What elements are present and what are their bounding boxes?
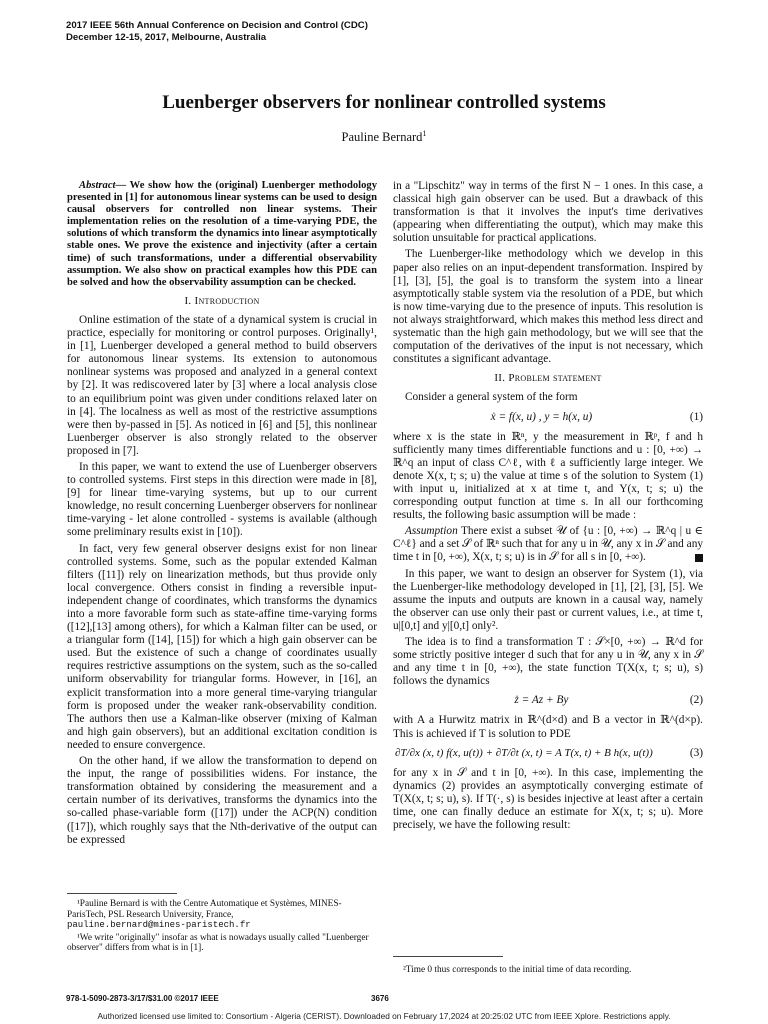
abstract-label: Abstract [79, 180, 116, 191]
footer-license-notice: Authorized licensed use limited to: Consortium - Algeria (CERIST). Downloaded on February 17,2024 at 20:25:02 UTC from IEEE Xplore. Restrictions apply. [97, 1011, 671, 1021]
footnote-rule [67, 893, 177, 894]
right-paragraph-4: where x is the state in ℝⁿ, y the measurement in ℝᵖ, f and h sufficiently many times differentiable functions and u : [0, +∞) → ℝ^q an input of class C^ℓ, with ℓ a sufficiently large integer. We denote X(x, t; s; u) the value at time s of the solution to System (1) with input u, initialized at x at time t, and Y(x, t; s; u) the corresponding output function at time s. In all our forthcoming results, the following basic assumption will be made : [393, 430, 703, 522]
paper-author [0, 130, 768, 145]
intro-paragraph-2: In this paper, we want to extend the use of Luenberger observers to controlled systems. First steps in this direction were made in [8], [9] for linear time-varying systems, but up to our current knowledge, no result concerning Luenberger observers for nonlinear time-varying - let alone controlled - systems is available (although some preliminary results exist in [10]). [67, 460, 377, 539]
equation-1 [393, 411, 703, 424]
conference-name: 2017 IEEE 56th Annual Conference on Decision and Control (CDC) [66, 20, 368, 31]
equation-1-number: (1) [689, 410, 703, 423]
author-email-link[interactable]: pauline.bernard@mines-paristech.fr [67, 920, 251, 931]
left-footnotes [67, 893, 377, 956]
footnote-originally: ¹We write "originally" insofar as what is nowadays usually called "Luenberger observer" differs from what is in [1]. [67, 932, 369, 954]
right-column [393, 180, 703, 835]
left-column [67, 180, 377, 850]
assumption-label: Assumption [405, 525, 458, 538]
equation-2-number: (2) [689, 694, 703, 707]
equation-1-body: ẋ = f(x, u) , y = h(x, u) [490, 410, 593, 423]
intro-paragraph-4: On the other hand, if we allow the transformation to depend on the input, the range of possibilities widens. For instance, the transformation obtained by considering the measurement and a certain number of its derivatives, transforms the dynamics into the so-called phase-variable form ([17]) under the ACP(N) condition ([17]), which roughly says that the Nth-derivative of the output can be expressed [67, 755, 377, 846]
right-paragraph-2: The Luenberger-like methodology which we develop in this paper also relies on an input-dependent transformation. Inspired by [1], [3], [5], the goal is to transform the system into a linear asymptotically stable system via the resolution of a PDE, but which is now time-varying due to the presence of inputs. This resolution is not always straightforward, which makes this method less direct and systematic than the high gain methodology, but we will see that the computation of the derivatives of the input is not necessary, which constitutes a significant advantage. [393, 248, 703, 366]
footnote-time-zero: ²Time 0 thus corresponds to the initial time of data recording. [403, 965, 632, 975]
footnote-affiliation [67, 899, 377, 931]
right-footnotes [393, 960, 703, 976]
conference-header [66, 20, 368, 44]
section-heading-introduction: I. Introduction [184, 294, 260, 307]
abstract [67, 180, 377, 289]
footer-isbn: 978-1-5090-2873-3/17/$31.00 ©2017 IEEE [66, 994, 219, 1003]
author-name: Pauline Bernard [341, 130, 423, 144]
assumption-paragraph [393, 525, 703, 564]
equation-3-body: ∂T/∂x (x, t) f(x, u(t)) + ∂T/∂t (x, t) = A T(x, t) + B h(x, u(t)) [395, 746, 653, 759]
footnote-rule-right [393, 956, 503, 957]
paper-title: Luenberger observers for nonlinear controlled systems [162, 92, 606, 113]
right-paragraph-7: The idea is to find a transformation T : 𝒮×[0, +∞) → ℝ^d for some strictly positive integer d such that for any u in 𝒰, any x in 𝒮 and any time t in [0, +∞), the state function T(X(x, t; s; u), s) follows the dynamics [393, 636, 703, 688]
footnote-affiliation-text: ¹Pauline Bernard is with the Centre Automatique et Systèmes, MINES-ParisTech, PSL Research University, France, [67, 899, 342, 920]
assumption-text: There exist a subset 𝒰 of {u : [0, +∞) → ℝ^q | u ∈ C^ℓ} and a set 𝒮 of ℝⁿ such that for any u in 𝒰, any x in 𝒮 and any time t in [0, +∞), X(x, t; s; u) is in 𝒮 for all s in [0, +∞). [393, 525, 703, 564]
conference-dates: December 12-15, 2017, Melbourne, Australia [66, 32, 267, 43]
qed-square-icon [695, 554, 703, 562]
equation-3-number: (3) [689, 746, 703, 759]
author-footnote-mark: 1 [422, 128, 427, 138]
equation-2-body: ż = Az + By [514, 694, 569, 707]
equation-3 [393, 747, 703, 760]
footer-page-number: 3676 [371, 994, 389, 1003]
right-paragraph-3: Consider a general system of the form [405, 391, 578, 404]
right-paragraph-6: In this paper, we want to design an observer for System (1), via the Luenberger-like methodology developed in [1], [2], [3], [5]. We assume the inputs and outputs are known in a causal way, namely the observer can use only their past or current values, i.e., at time t, u|[0,t] and y|[0,t] only². [393, 567, 703, 632]
abstract-text: — We show how the (original) Luenberger methodology presented in [1] for autonomous linear systems can be used to design causal observers for controlled non linear systems. Their implementation relies on the resolution of a time-varying PDE, the solutions of which transform the dynamics into linear asymptotically stable ones. We prove the existence and injectivity (after a certain time) of such transformations, under a differential observability assumption. We also show on practical examples how this PDE can be solved and how the observability assumption can be checked. [67, 180, 377, 288]
equation-2 [393, 694, 703, 707]
section-heading-problem-statement: II. Problem statement [494, 372, 602, 385]
right-paragraph-8: with A a Hurwitz matrix in ℝ^(d×d) and B a vector in ℝ^(d×p). This is achieved if T is solution to PDE [393, 714, 703, 740]
intro-paragraph-1: Online estimation of the state of a dynamical system is crucial in practice, especially for monitoring or control purposes. Originally¹, in [1], Luenberger developed a general method to build observers for autonomous linear systems. Its extension to autonomous nonlinear systems was proposed and analyzed in a general context by [2]. It was rediscovered later by [3] where a local analysis close to an equilibrium point was given under conditions relaxed later on in [4]. The localness as well as most of the restrictive assumptions were then by-passed in [5]. As noticed in [6] and [5], this nonlinear Luenberger observer is also strongly related to the observer proposed in [7]. [67, 313, 377, 457]
right-paragraph-9: for any x in 𝒮 and t in [0, +∞). In this case, implementing the dynamics (2) provides an asymptotically converging estimate of T(X(x, t; s; u), s). If T(·, s) is besides injective at least after a certain time, one can finally deduce an estimate for X(x, t; s; u). More precisely, we have the following result: [393, 766, 703, 832]
intro-paragraph-3: In fact, very few general observer designs exist for non linear controlled systems. Some, such as the popular extended Kalman filters ([11]) rely on linearization methods, but thus provide only local convergence. Others consist in finding a reversible input-independent change of coordinates, which transforms the dynamics into a more favorable form such as state-affine time-varying forms ([12],[13] among others), for which a Kalman filter can be used, or a triangular form ([14], [15]) for which a high gain observer can be used. But the existence of such a change of coordinates usually requires restrictive assumptions on the system, such as the so-called uniform observability for triangular forms. However, in [16], an explicit transformation into a more general time-varying triangular form is proposed under the weaker rank-observability condition. The authors then use a Kalman-like observer (mixing of Kalman and high gain observers), but an additional excitation condition is needed to ensure convergence. [67, 542, 377, 751]
right-paragraph-1: in a "Lipschitz" way in terms of the first N − 1 ones. In this case, a classical high gain observer can be used. But a drawback of this transformation is that it involves the input's time derivatives (appearing when differentiating the output), which may make this solution unsuitable for practical applications. [393, 180, 703, 245]
